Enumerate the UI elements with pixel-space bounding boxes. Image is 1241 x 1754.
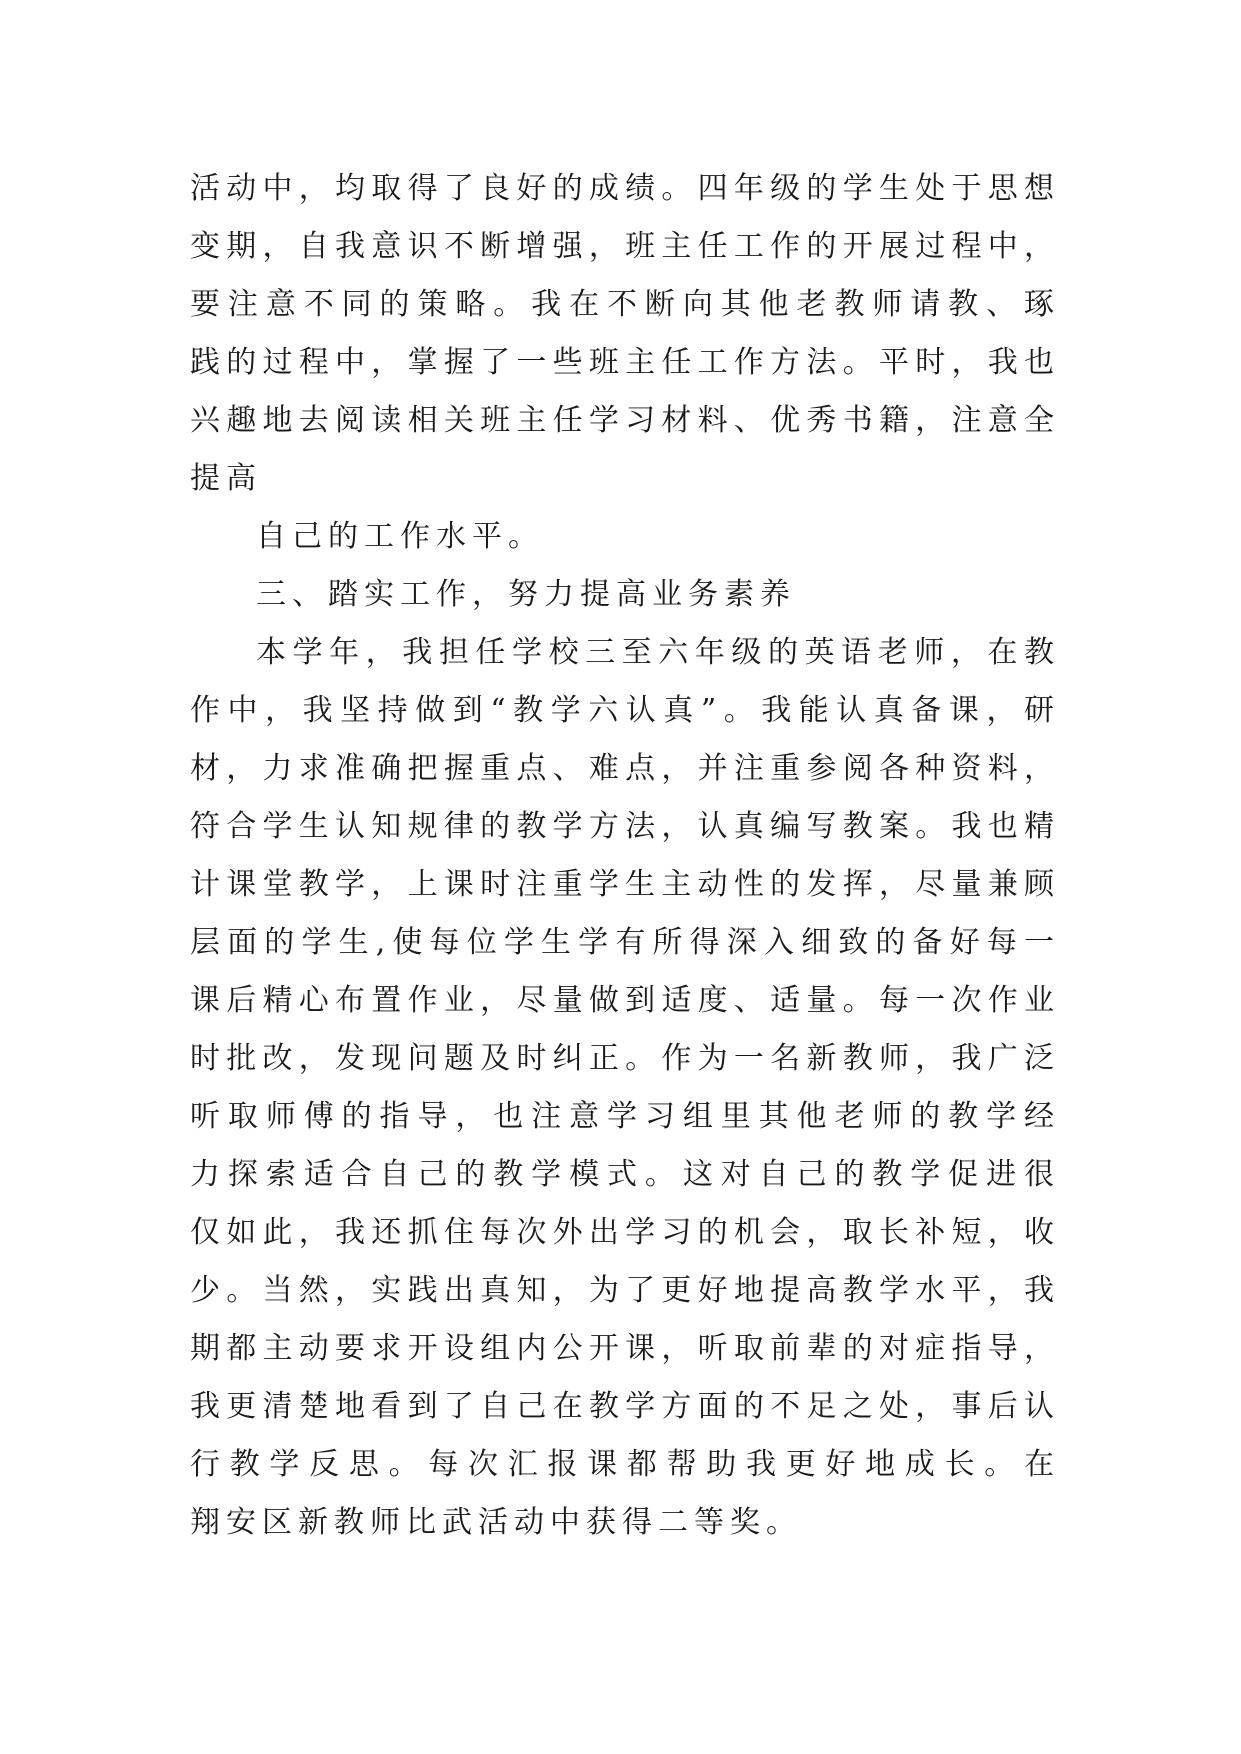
text-line: 符合学生认知规律的教学方法，认真编写教案。我也精: [190, 809, 1060, 844]
text-line: 我更清楚地看到了自己在教学方面的不足之处，事后认: [190, 1389, 1060, 1424]
text-line: 少。当然，实践出真知，为了更好地提高教学水平，我: [190, 1273, 1060, 1308]
text-line: 提高: [190, 461, 262, 496]
text-line: 仅如此，我还抓住每次外出学习的机会，取长补短，收: [190, 1215, 1060, 1250]
text-line: 时批改，发现问题及时纠正。作为一名新教师，我广泛: [190, 1041, 1060, 1076]
text-line: 变期，自我意识不断增强，班主任工作的开展过程中，: [190, 229, 1060, 264]
text-line: 本学年，我担任学校三至六年级的英语老师，在教: [256, 635, 1060, 670]
text-line: 作中，我坚持做到“教学六认真”。我能认真备课，研: [190, 693, 1060, 728]
text-line: 自己的工作水平。: [256, 519, 544, 554]
text-line: 翔安区新教师比武活动中获得二等奖。: [190, 1505, 802, 1540]
text-line: 践的过程中，掌握了一些班主任工作方法。平时，我也: [190, 345, 1060, 380]
section-heading: 三、踏实工作，努力提高业务素养: [256, 577, 796, 612]
text-line: 期都主动要求开设组内公开课，听取前辈的对症指导，: [190, 1331, 1060, 1366]
text-line: 力探索适合自己的教学模式。这对自己的教学促进很: [190, 1157, 1060, 1192]
text-line: 活动中，均取得了良好的成绩。四年级的学生处于思想: [190, 171, 1060, 206]
text-line: 层面的学生,使每位学生学有所得深入细致的备好每一: [190, 925, 1060, 960]
document-body: [190, 160, 1060, 1552]
text-line: 听取师傅的指导，也注意学习组里其他老师的教学经: [190, 1099, 1060, 1134]
text-line: 材，力求准确把握重点、难点，并注重参阅各种资料，: [190, 751, 1060, 786]
text-line: 课后精心布置作业，尽量做到适度、适量。每一次作业: [190, 983, 1060, 1018]
text-line: 兴趣地去阅读相关班主任学习材料、优秀书籍，注意全: [190, 403, 1060, 438]
text-line: 行教学反思。每次汇报课都帮助我更好地成长。在: [190, 1447, 1060, 1482]
text-line: 计课堂教学，上课时注重学生主动性的发挥，尽量兼顾: [190, 867, 1060, 902]
text-line: 要注意不同的策略。我在不断向其他老教师请教、琢: [190, 287, 1060, 322]
